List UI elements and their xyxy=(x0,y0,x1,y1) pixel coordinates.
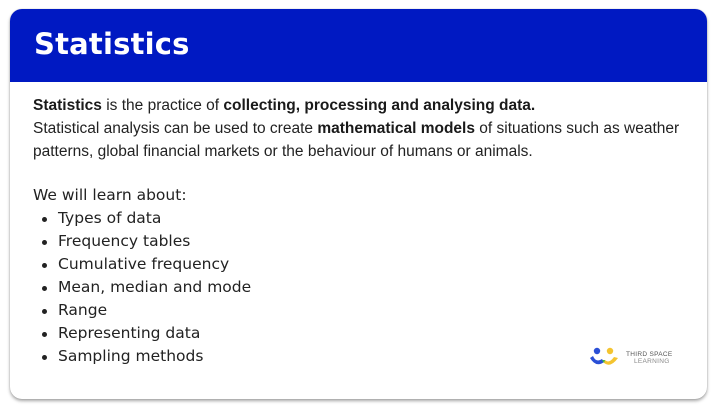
intro-term: Statistics xyxy=(33,97,102,114)
logo-text xyxy=(626,351,673,365)
intro-line-2 xyxy=(33,117,687,163)
card-header xyxy=(10,9,707,82)
logo-line-2: LEARNING xyxy=(634,358,670,365)
logo-line-1: THIRD SPACE xyxy=(626,351,673,358)
logo-people-icon xyxy=(588,345,624,371)
list-item: Frequency tables xyxy=(33,230,687,253)
intro-emphasis: mathematical models xyxy=(317,120,475,137)
intro-line-1 xyxy=(33,94,687,117)
learn-heading: We will learn about: xyxy=(33,186,187,204)
list-item: Representing data xyxy=(33,322,687,345)
list-item: Cumulative frequency xyxy=(33,253,687,276)
lesson-card xyxy=(10,9,707,399)
list-item: Types of data xyxy=(33,207,687,230)
third-space-learning-logo xyxy=(588,345,688,373)
topic-list xyxy=(33,207,687,368)
intro-text: Statistical analysis can be used to create xyxy=(33,120,318,137)
card-body xyxy=(33,94,687,368)
intro-emphasis: collecting, processing and analysing data. xyxy=(223,97,536,114)
intro-text: of situations such as weather patterns, global financial markets or the behaviour of humans or animals. xyxy=(33,120,680,160)
list-item: Mean, median and mode xyxy=(33,276,687,299)
list-item: Sampling methods xyxy=(33,345,687,368)
intro-text: is the practice of xyxy=(101,97,224,114)
page-title: Statistics xyxy=(34,27,190,61)
learn-section xyxy=(33,184,687,368)
list-item: Range xyxy=(33,299,687,322)
